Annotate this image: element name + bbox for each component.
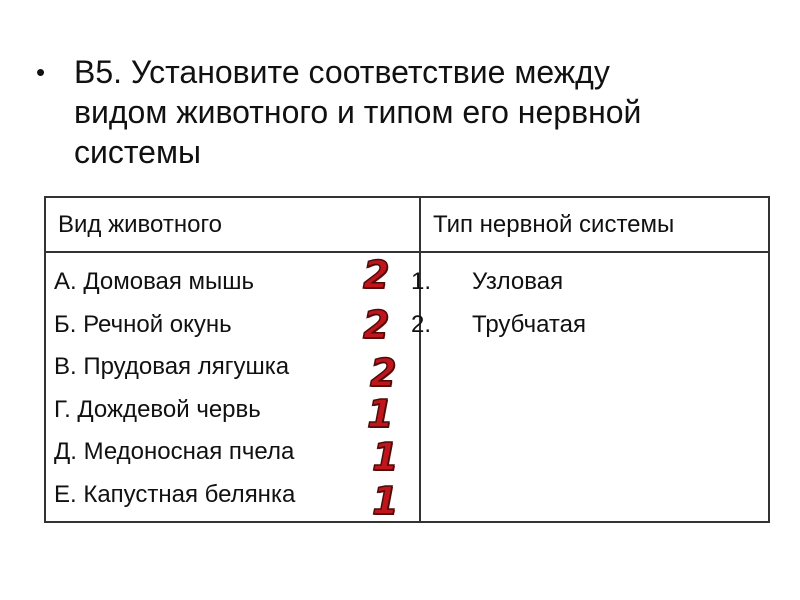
animal-item: Д. Медоносная пчела (54, 438, 295, 465)
answer-mark: 2 (363, 303, 390, 347)
task-line-3: системы (74, 134, 201, 170)
type-number: 2. (411, 310, 432, 338)
types-cell (411, 252, 769, 522)
answer-mark: 2 (370, 351, 397, 395)
animal-item: Е. Капустная белянка (54, 480, 296, 508)
animal-item: Б. Речной окунь (54, 310, 232, 338)
type-label: Узловая (472, 268, 564, 295)
type-number: 1. (411, 268, 432, 295)
type-item (411, 304, 768, 347)
task-text (74, 52, 734, 172)
answer-mark: 2 (363, 253, 390, 297)
task-line-1: B5. Установите соответствие между (74, 54, 610, 90)
animal-item: В. Прудовая лягушка (54, 353, 290, 380)
type-label: Трубчатая (472, 310, 586, 338)
bullet-marker: • (36, 57, 46, 87)
answer-mark: 1 (367, 392, 394, 436)
table-body-row (45, 252, 769, 522)
matching-table (44, 196, 770, 523)
table-header-row (45, 197, 769, 252)
nervous-system-type-list (411, 253, 768, 346)
header-animal-type: Вид животного (45, 197, 420, 252)
answer-mark: 1 (372, 479, 399, 523)
header-nervous-system-type: Тип нервной системы (420, 197, 769, 252)
answer-mark: 1 (372, 435, 399, 479)
animal-item: А. Домовая мышь (54, 268, 255, 295)
task-line-2: видом животного и типом его нервной (74, 94, 642, 130)
type-item (411, 261, 768, 304)
animal-item: Г. Дождевой червь (54, 395, 261, 423)
